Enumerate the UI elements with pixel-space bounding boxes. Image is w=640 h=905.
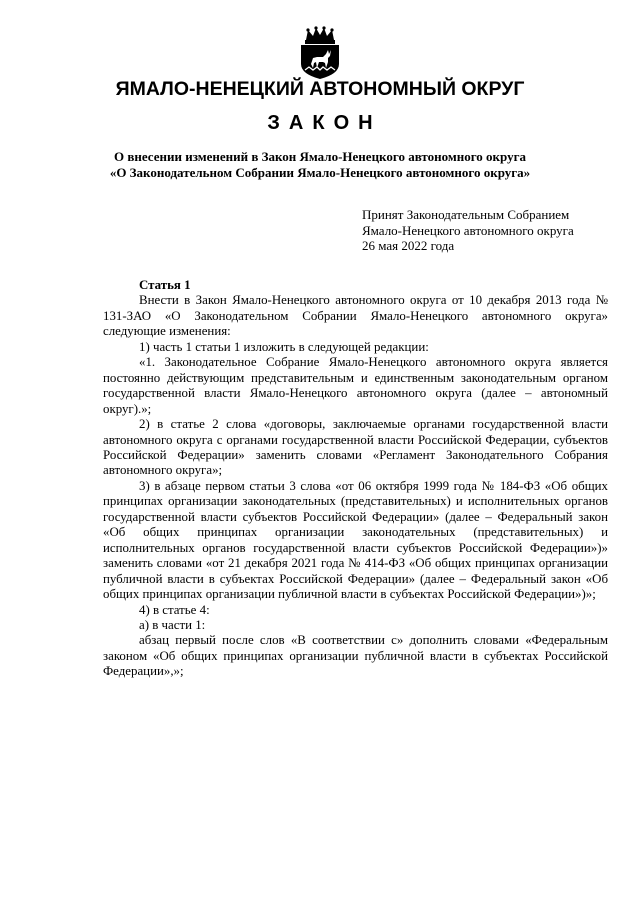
- subtitle-line: «О Законодательном Собрании Ямало-Ненецкого автономного округа»: [109, 164, 531, 180]
- adoption-note: [362, 207, 574, 254]
- adoption-line: Принят Законодательным Собранием: [362, 207, 570, 222]
- subtitle-line: О внесении изменений в Закон Ямало-Ненецкого автономного округа: [113, 149, 526, 164]
- article-paragraph: 3) в абзаце первом статьи 3 слова «от 06 октября 1999 года № 184-ФЗ «Об общих принципах организации законодательных (представительных) и исполнительных органов государственной власти субъектов Российской Федерации» (далее – Федеральный закон «Об общих принципах организации законодательных (представительных) и исполнительных органов государственной власти субъектов Российской Федерации»)» заменить словами «от 21 декабря 2021 года № 414-ФЗ «Об общих принципах организации публичной власти в субъектах Российской Федерации» (далее – Федеральный закон «Об общих принципах организации публичной власти в субъектах Российской Федерации»)»;: [103, 478, 608, 602]
- coat-of-arms-icon: [295, 26, 345, 80]
- adoption-line: Ямало-Ненецкого автономного округа: [362, 222, 574, 238]
- article-heading: Статья 1: [139, 278, 191, 292]
- article-paragraph: абзац первый после слов «В соответствии с» дополнить словами «Федеральным законом «Об общих принципах организации публичной власти в субъектах Российской Федерации»,»;: [103, 633, 608, 679]
- adoption-date: 26 мая 2022 года: [362, 238, 455, 253]
- article-paragraph: «1. Законодательное Собрание Ямало-Ненецкого автономного округа является постоянно действующим представительным и единственным законодательным органом государственной власти Ямало-Ненецкого автономного округа (далее – автономный округ).»;: [103, 355, 608, 416]
- article-paragraph: 4) в статье 4:: [139, 602, 210, 617]
- region-heading: ЯМАЛО-НЕНЕЦКИЙ АВТОНОМНЫЙ ОКРУГ: [115, 78, 525, 100]
- article-paragraph: 2) в статье 2 слова «договоры, заключаемые органами государственной власти автономного округа с органами государственной власти Российской Федерации, субъектов Российской Федерации» заменить словами «Регламент Законодательного Собрания автономного округа»;: [103, 417, 608, 478]
- law-subtitle: [60, 149, 580, 180]
- article-paragraph: Внести в Закон Ямало-Ненецкого автономного округа от 10 декабря 2013 года № 131-ЗАО «О Законодательном Собрании Ямало-Ненецкого автономного округа» следующие изменения:: [103, 293, 608, 339]
- article-paragraph: а) в части 1:: [139, 617, 206, 632]
- article-paragraph: 1) часть 1 статьи 1 изложить в следующей редакции:: [139, 339, 429, 354]
- article-1: [103, 278, 608, 680]
- document-type-heading: ЗАКОН: [267, 112, 382, 134]
